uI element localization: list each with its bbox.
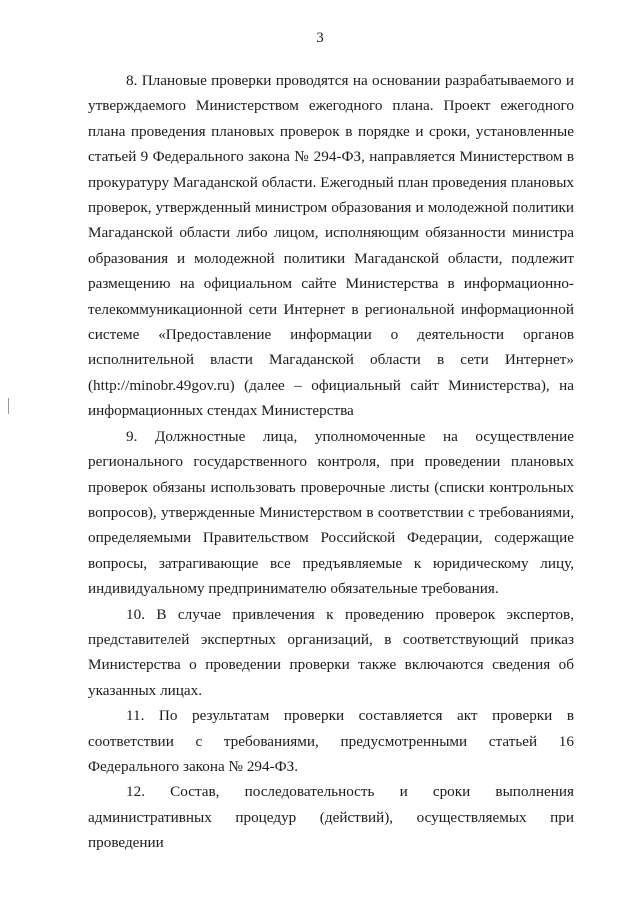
scan-margin-mark [8,398,9,414]
page-number: 3 [316,30,324,46]
paragraph-11: 11. По результатам проверки составляется акт проверки в соответствии с требованиями, предусмотренными статьей 16 Федерального закона № 294-ФЗ. [88,707,574,775]
document-body [88,68,574,856]
paragraph-12: 12. Состав, последовательность и сроки выполнения административных процедур (действий), осуществляемых при проведении [88,783,574,852]
paragraph-10: 10. В случае привлечения к проведению проверок экспертов, представителей экспертных организаций, в соответствующий приказ Министерства о проведении проверки также включаются сведения об указанных лицах. [88,605,574,699]
paragraph-8: 8. Плановые проверки проводятся на основании разрабатываемого и утверждаемого Министерством ежегодного плана. Проект ежегодного плана проведения плановых проверок в порядке и сроки, установленные статьей 9 Федерального закона № 294-ФЗ, направляется Министерством в прокуратуру Магаданской области. Ежегодный план проведения плановых проверок, утвержденный министром образования и молодежной политики Магаданской области либо лицом, исполняющим обязанности министра образования и молодежной политики Магаданской области, подлежит размещению на официальном сайте Министерства в информационно-телекоммуникационной сети Интернет в региональной информационной системе «Предоставление информации о деятельности органов исполнительной власти Магаданской области в сети Интернет» (http://minobr.49gov.ru) (далее – официальный сайт Министерства), на информационных стендах Министерства [88,72,574,420]
paragraph-9: 9. Должностные лица, уполномоченные на осуществление регионального государственного контроля, при проведении плановых проверок обязаны использовать проверочные листы (списки контрольных вопросов), утвержденные Министерством в соответствии с требованиями, определяемыми Правительством Российской Федерации, содержащие вопросы, затрагивающие все предъявляемые к юридическому лицу, индивидуальному предпринимателю обязательные требования. [88,427,574,598]
